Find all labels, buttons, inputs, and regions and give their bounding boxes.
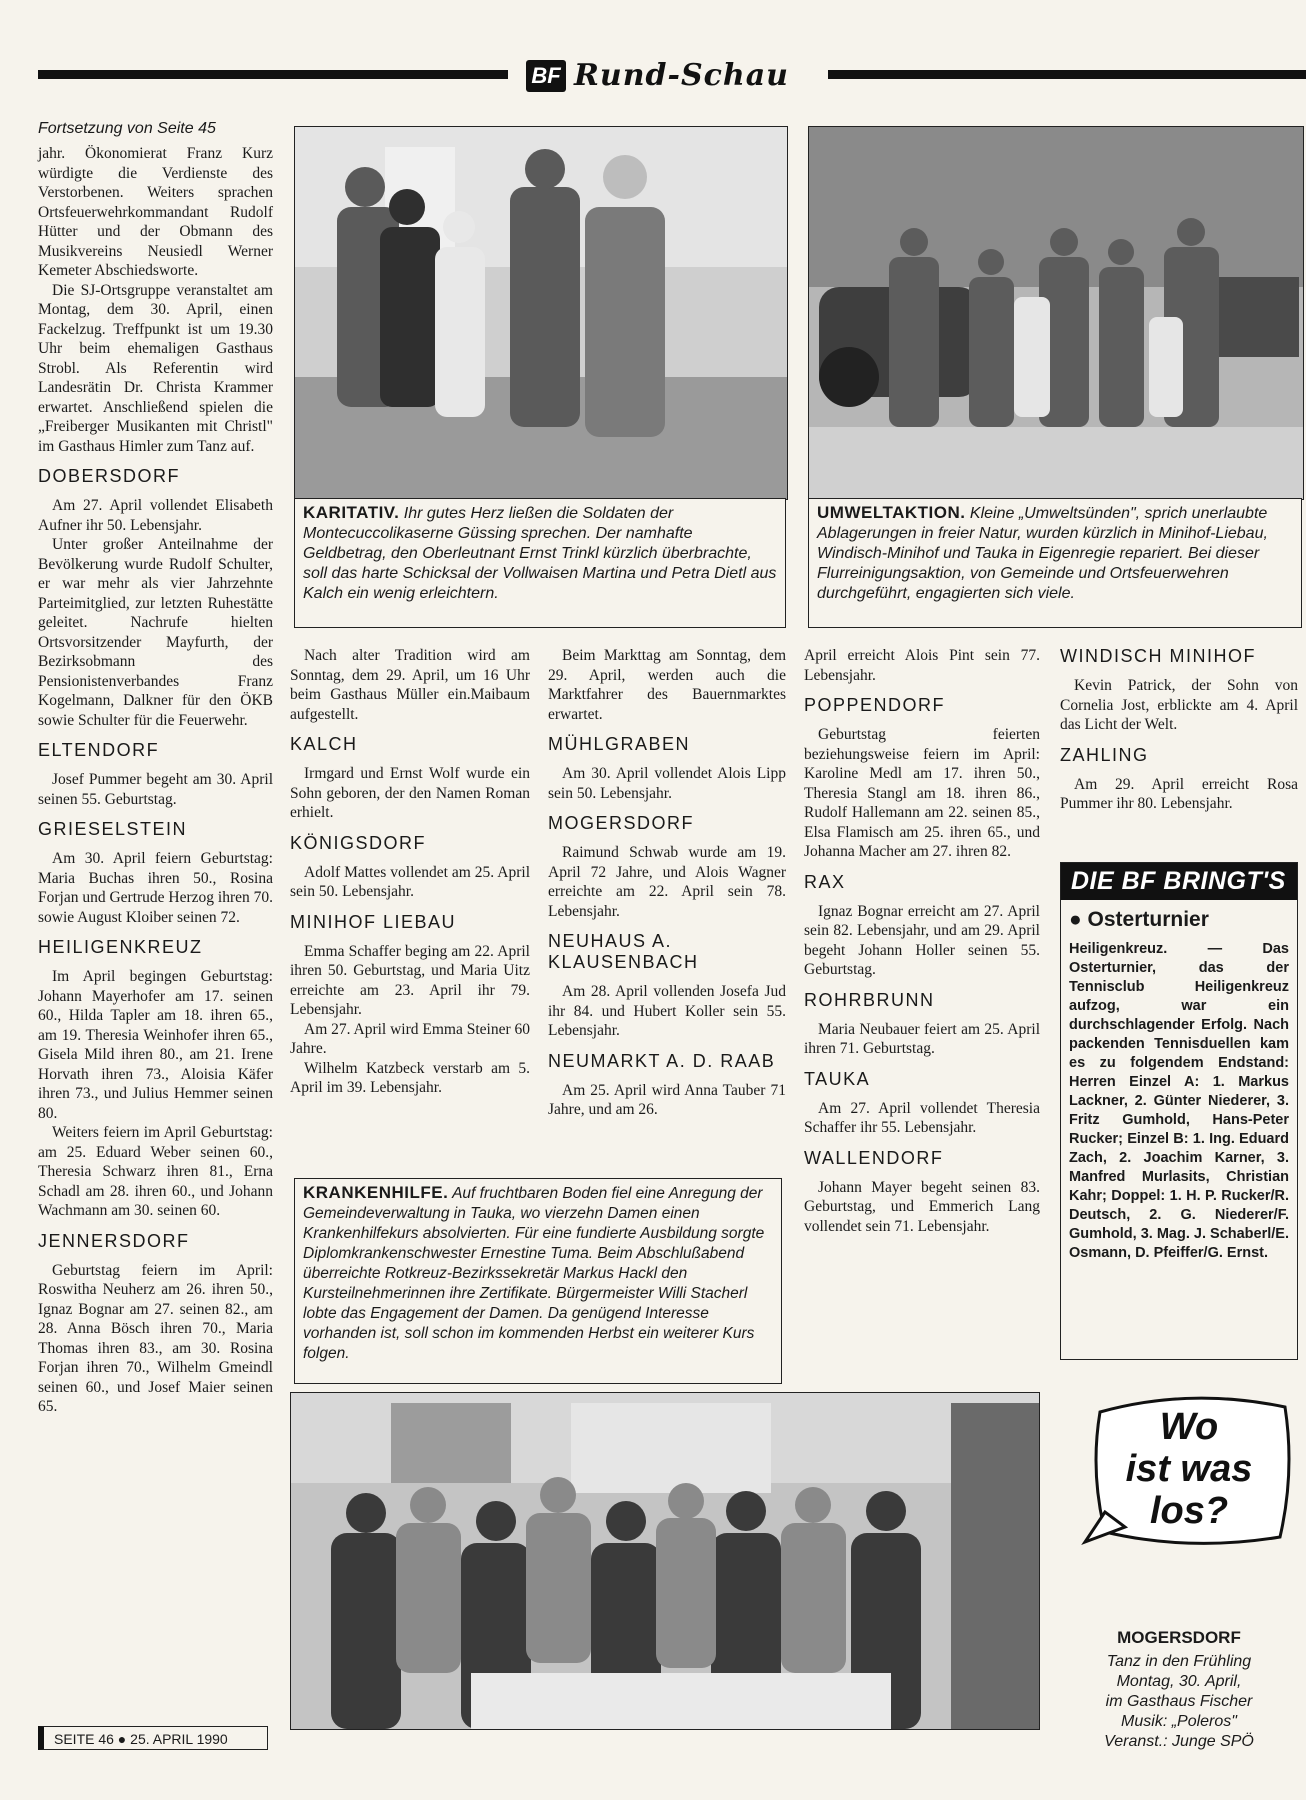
paragraph: Die SJ-Ortsgruppe veranstaltet am Montag, dem 30. April, einen Fackelzug. Treffpunkt ist um 19.30 Uhr beim ehemaligen Gasthaus Strobl. Als Referentin wird Landesrätin Dr. Christa Krammer erwartet. Anschließend spielen die „Freiberger Musikanten mit Christl" im Gasthaus Himler zum Tanz auf. [38,281,273,455]
section-heading: RAX [804,871,846,892]
paragraph: Am 27. April vollendet Elisabeth Aufner ihr 50. Lebensjahr. [38,497,273,534]
caption-text: Kleine „Umweltsünden", sprich unerlaubte Ablagerungen in freier Natur, wurden kürzlich in Minihof-Liebau, Windisch-Minihof und Tauka in Eigenregie repariert. Bei dieser Flurreinigungsaktion, von Gemeinde und Ortsfeuerwehren durchgeführt, engagierten sich viele. [817,505,1268,602]
section-heading: MÜHLGRABEN [548,734,691,754]
section-heading: NEUHAUS A. KLAUSENBACH [548,931,699,972]
paragraph: April erreicht Alois Pint sein 77. Lebensjahr. [804,647,1040,684]
caption-label: KRANKENHILFE. [303,1183,449,1202]
paragraph: Am 30. April vollendet Alois Lipp sein 50. Lebensjahr. [548,765,786,802]
paragraph: Am 29. April erreicht Rosa Pummer ihr 80. Lebensjahr. [1060,775,1298,812]
paragraph: jahr. Ökonomierat Franz Kurz würdigte die Verdienste des Verstorbenen. Weiters sprachen Ortsfeuerwehrkommandant Rudolf Hütter und der Obmann des Musikvereins Neusiedl Werner Kemeter Abschiedsworte. [38,145,273,279]
column-3 [548,646,786,1120]
paragraph: Weiters feiern im April Geburtstag: am 25. Eduard Weber seinen 60., Theresia Schwarz ihren 81., Erna Schadl am 28. ihren 60., und Johann Wachmann am 30. seinen 60. [38,1124,273,1219]
header-rule-left [38,70,508,79]
caption-krankenhilfe [294,1178,782,1384]
section-heading: HEILIGENKREUZ [38,937,203,957]
paragraph: Am 27. April wird Emma Steiner 60 Jahre. [290,1020,531,1057]
photo-umweltaktion [808,126,1304,500]
column-5 [1060,646,1298,814]
column-4 [804,646,1040,1236]
section-heading: ROHRBRUNN [804,989,935,1010]
paragraph: Unter großer Anteilnahme der Bevölkerung wurde Rudolf Schulter, er war mehr als vier Jahrzehnte Parteimitglied, zur letzten Ruhestätte geleitet. Nachrufe hielten Ortsvorsitzender Mayfurth, der Bezirksobmann des Pensionistenverbandes Franz Kogelmann, Dalkner für den ÖKB sowie Schulter für die Feuerwehr. [38,536,273,729]
paragraph: Am 27. April vollendet Theresia Schaffer ihr 55. Lebensjahr. [804,1099,1040,1136]
section-heading: KALCH [290,734,358,754]
paragraph: Ignaz Bognar erreicht am 27. April sein 82. Lebensjahr, und am 29. April begeht Johann Holler seinen 55. Geburtstag. [804,902,1040,978]
paragraph: Am 28. April vollenden Josefa Jud ihr 84. und Hubert Koller sein 55. Lebensjahr. [548,983,786,1039]
header-logo: BF [526,60,566,92]
section-heading: MINIHOF LIEBAU [290,911,457,932]
paragraph: Adolf Mattes vollendet am 25. April sein 50. Lebensjahr. [290,863,530,900]
photo-krankenhilfe-image [291,1393,1039,1729]
photo-karitativ [294,126,788,500]
bf-bringts-title: DIE BF BRINGT'S [1061,863,1297,900]
section-heading: ZAHLING [1060,744,1149,765]
paragraph: Beim Markttag am Sonntag, dem 29. April, werden auch die Marktfahrer des Bauernmarktes erwartet. [548,647,786,723]
photo-krankenhilfe [290,1392,1040,1730]
event-place: MOGERSDORF [1117,1628,1241,1647]
caption-label: KARITATIV. [303,503,400,522]
bullet-icon: ● [1069,908,1082,931]
photo-umweltaktion-image [809,127,1303,499]
caption-text: Auf fruchtbaren Boden fiel eine Anregung der Gemeindeverwaltung in Tauka, wo vierzehn Damen einen Krankenhilfekurs absolvierten. Für eine fundierte Ausbildung sorgte Diplomkrankenschwester Ernestine Tuma. Beim Abschlußabend überreichte Rotkreuz-Bezirkssekretär Markus Hackl den Kursteilnehmerinnen ihre Zertifikate. Bürgermeister Willi Stacherl lobte das Engagement der Damen. Da genügend Interesse vorhanden ist, soll schon im kommenden Herbst ein weiterer Kurs folgen. [303,1185,765,1362]
header-rule-right [828,70,1306,79]
paragraph: Wilhelm Katzbeck verstarb am 5. April im 39. Lebensjahr. [290,1059,530,1096]
event-line: im Gasthaus Fischer [1105,1693,1253,1710]
page-footer: SEITE 46 ● 25. APRIL 1990 [38,1726,268,1750]
paragraph: Kevin Patrick, der Sohn von Cornelia Jost, erblickte am 4. April das Licht der Welt. [1060,677,1298,733]
continuation-label: Fortsetzung von Seite 45 [38,120,216,137]
paragraph: Emma Schaffer beging am 22. April ihren 50. Geburtstag, und Maria Uitz erreichte am 23. April ihr 79. Lebensjahr. [290,942,530,1018]
paragraph: Am 25. April wird Anna Tauber 71 Jahre, und am 26. [548,1081,786,1118]
event-listing [1060,1628,1298,1752]
caption-umweltaktion [808,498,1302,628]
section-title: Rund-Schau [574,58,789,93]
section-heading: NEUMARKT A. D. RAAB [548,1050,776,1071]
event-line: Musik: „Poleros" [1121,1713,1237,1730]
caption-label: UMWELTAKTION. [817,503,966,522]
event-line: Tanz in den Frühling [1106,1653,1252,1670]
caption-text: Ihr gutes Herz ließen die Soldaten der Montecuccolikaserne Güssing sprechen. Der namhafte Geldbetrag, den Oberleutnant Ernst Trinkl kürzlich überbrachte, soll das harte Schicksal der Vollwaisen Martina und Petra Dietl aus Kalch ein wenig erleichtern. [303,505,777,602]
paragraph: Raimund Schwab wurde am 19. April 72 Jahre, und Alois Wagner erreichte am 22. April sein 78. Lebensjahr. [548,844,786,920]
paragraph: Nach alter Tradition wird am Sonntag, dem 29. April, um 16 Uhr beim Gasthaus Müller ein.Maibaum aufgestellt. [290,647,530,723]
section-heading: WALLENDORF [804,1147,944,1168]
paragraph: Josef Pummer begeht am 30. April seinen 55. Geburtstag. [38,771,273,808]
paragraph: Irmgard und Ernst Wolf wurde ein Sohn geboren, der den Namen Roman erhielt. [290,765,530,821]
bf-item-title: Osterturnier [1087,908,1209,931]
section-heading: ELTENDORF [38,740,160,760]
paragraph: Maria Neubauer feiert am 25. April ihren 71. Geburtstag. [804,1020,1040,1057]
wo-line-1: Wo [1159,1406,1219,1448]
wo-line-3: los? [1149,1490,1229,1532]
wo-ist-was-los-badge [1080,1392,1298,1552]
event-line: Veranst.: Junge SPÖ [1104,1733,1254,1750]
bf-item-title-row [1061,900,1297,934]
paragraph: Geburtstag feierten beziehungsweise feiern im April: Karoline Medl am 17. ihren 50., Theresia Stangl am 18. ihren 86., Rudolf Hallemann am 22. seinen 85., Elsa Flamisch am 25. ihren 65., und Johanna Macher am 27. ihren 82. [804,726,1040,860]
paragraph: Geburtstag feiern im April: Roswitha Neuherz am 26. ihren 50., Ignaz Bognar am 27. seinen 82., am 28. Anna Bösch ihren 70., Maria Thomas ihren 83., am 30. Rosina Forjan ihren 70., Wilhelm Gmeindl seinen 60., und Josef Maier seinen 65. [38,1261,273,1415]
column-1 [38,120,273,1417]
section-heading: MOGERSDORF [548,813,695,833]
paragraph: Johann Mayer begeht seinen 83. Geburtstag, und Emmerich Lang vollendet sein 71. Lebensjahr. [804,1178,1040,1235]
section-heading: WINDISCH MINIHOF [1060,646,1256,666]
section-heading: GRIESELSTEIN [38,819,188,839]
bf-bringts-box [1060,862,1298,1360]
paragraph: Am 30. April feiern Geburtstag: Maria Buchas ihren 50., Rosina Forjan und Gertrude Herzog ihren 70. sowie August Kloiber seinen 72. [38,850,274,926]
wo-line-2: ist was [1125,1448,1253,1490]
caption-karitativ [294,498,786,628]
section-heading: KÖNIGSDORF [290,832,427,853]
section-heading: TAUKA [804,1068,871,1089]
column-2 [290,646,530,1098]
photo-karitativ-image [295,127,787,499]
section-heading: POPPENDORF [804,695,946,715]
section-heading: JENNERSDORF [38,1230,190,1251]
paragraph: Im April begingen Geburtstag: Johann Mayerhofer am 17. seinen 60., Hilda Tapler am 18. ihren 65., am 19. Theresia Weinhofer ihren 65., Gisela Mild ihren 80., am 21. Irene Horvath ihren 73., Aloisia Käfer ihren 73., und Julius Hemmer seinen 80. [38,968,273,1122]
bf-item-body: Heiligenkreuz. — Das Osterturnier, das der Tennisclub Heiligenkreuz aufzog, war ein durchschlagender Erfolg. Nach packenden Tennisduellen kam es zu folgendem Endstand: Herren Einzel A: 1. Markus Lackner, 2. Günter Niederer, 3. Fritz Gumhold, Hans-Peter Rucker; Einzel B: 1. Ing. Eduard Zach, 2. Joachim Karner, 3. Manfred Murlasits, Christian Kahr; Doppel: 1. H. P. Rucker/R. Deutsch, 2. G. Niederer/F. Gumhold, 3. Mag. J. Schaberl/E. Osmann, D. Pfeiffer/G. Ernst. [1069,941,1289,1261]
event-line: Montag, 30. April, [1116,1673,1242,1690]
section-heading: DOBERSDORF [38,466,181,486]
